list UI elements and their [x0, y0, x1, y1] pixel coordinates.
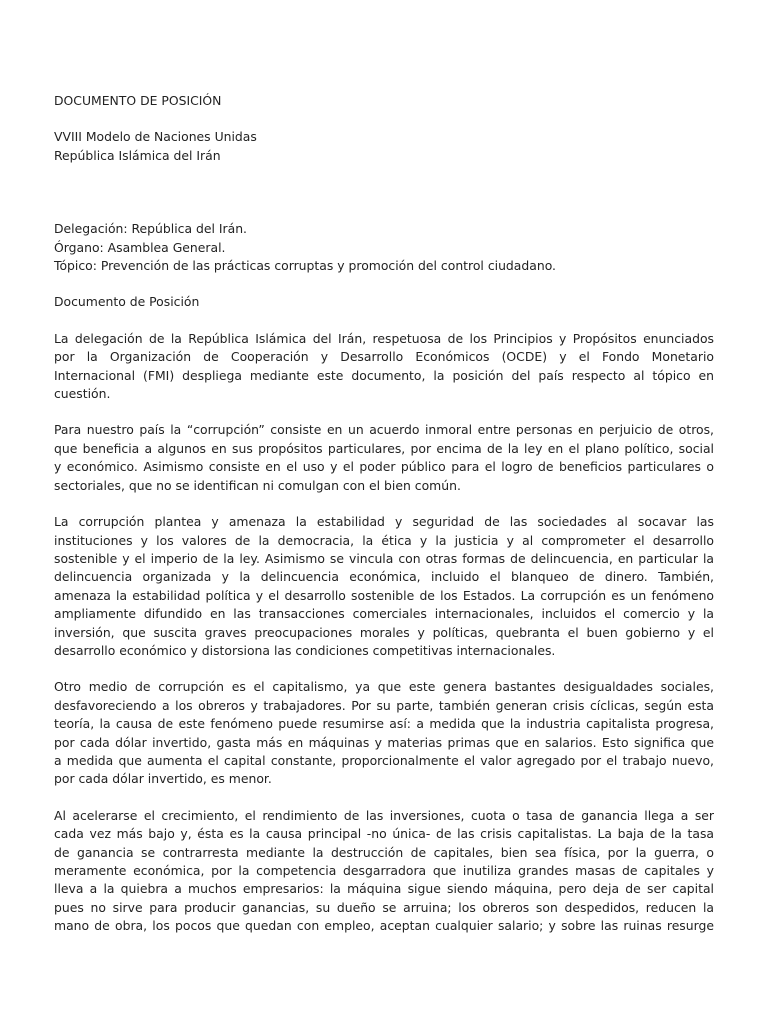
paragraph-line: sostenible y el imperio de la ley. Asimismo se vincula con otras formas de delincuencia, en particular la [54, 550, 714, 566]
paragraph-line: desarrollo económico y distorsiona las condiciones competitivas internacionales. [54, 642, 556, 658]
body-paragraph [54, 513, 714, 660]
document-subtitle [54, 128, 714, 165]
body-paragraph [54, 330, 714, 404]
subtitle-line: República Islámica del Irán [54, 147, 221, 163]
subtitle-line: VVIII Modelo de Naciones Unidas [54, 129, 257, 145]
paragraph-line: Otro medio de corrupción es el capitalismo, ya que este genera bastantes desigualdades sociales, [54, 679, 714, 695]
meta-topic: Tópico: Prevención de las prácticas corruptas y promoción del control ciudadano. [54, 258, 556, 274]
meta-delegation: Delegación: República del Irán. [54, 221, 247, 237]
paragraph-line: instituciones y los valores de la democracia, la ética y la justicia y al comprometer el desarrollo [54, 532, 714, 548]
paragraph-line: y económico. Asimismo consiste en el uso y el poder público para el logro de beneficios particulares o [54, 459, 714, 475]
paragraph-line: La delegación de la República Islámica del Irán, respetuosa de los Principios y Propósitos enunciados [54, 330, 714, 346]
paragraph-line: por la Organización de Cooperación y Desarrollo Económicos (OCDE) y el Fondo Monetario [54, 349, 714, 365]
document-page [54, 92, 714, 954]
document-meta [54, 220, 714, 275]
paragraph-line: que beneficia a algunos en sus propósitos particulares, por encima de la ley en el plano político, social [54, 440, 714, 456]
paragraph-line: Para nuestro país la “corrupción” consiste en un acuerdo inmoral entre personas en perjuicio de otros, [54, 422, 714, 438]
paragraph-line: Internacional (FMI) despliega mediante este documento, la posición del país respecto al tópico en [54, 367, 714, 383]
paragraph-line: cada vez más bajo y, ésta es la causa principal -no única- de las crisis capitalistas. La baja de la tasa [54, 826, 714, 842]
body-paragraph [54, 421, 714, 495]
body-paragraph [54, 678, 714, 788]
paragraph-line: desfavoreciendo a los obreros y trabajadores. Por su parte, también generan crisis cíclicas, según esta [54, 697, 714, 713]
body-paragraphs [54, 330, 714, 936]
body-paragraph [54, 807, 714, 936]
paragraph-line: por cada dólar invertido, es menor. [54, 771, 272, 787]
paragraph-line: mano de obra, los pocos que quedan con empleo, aceptan cualquier salario; y sobre las ruinas resurge [54, 918, 714, 934]
paragraph-line: delincuencia organizada y la delincuencia económica, incluido el blanqueo de dinero. También, [54, 569, 714, 585]
paragraph-line: de ganancia se contrarresta mediante la destrucción de capitales, bien sea física, por la guerra, o [54, 844, 714, 860]
paragraph-line: Al acelerarse el crecimiento, el rendimiento de las inversiones, cuota o tasa de ganancia llega a ser [54, 807, 714, 823]
paragraph-line: sectoriales, que no se identifican ni comulgan con el bien común. [54, 477, 461, 493]
meta-organ: Órgano: Asamblea General. [54, 239, 226, 255]
paragraph-line: ampliamente difundido en las transacciones comerciales internacionales, incluidos el comercio y la [54, 606, 714, 622]
paragraph-line: La corrupción plantea y amenaza la estabilidad y seguridad de las sociedades al socavar las [54, 514, 714, 530]
paragraph-line: amenaza la estabilidad política y el desarrollo sostenible de los Estados. La corrupción es un fenómeno [54, 587, 714, 603]
paragraph-line: a medida que aumenta el capital constante, proporcionalmente el valor agregado por el trabajo nuevo, [54, 752, 714, 768]
section-heading: Documento de Posición [54, 294, 200, 310]
document-title: DOCUMENTO DE POSICIÓN [54, 93, 222, 108]
paragraph-line: teoría, la causa de este fenómeno puede resumirse así: a medida que la industria capitalista progresa, [54, 716, 714, 732]
paragraph-line: meramente económica, por la competencia desgarradora que inutiliza grandes masas de capitales y [54, 863, 714, 878]
paragraph-line: pues no sirve para producir ganancias, su dueño se arruina; los obreros son despedidos, reducen la [54, 899, 714, 915]
paragraph-line: por cada dólar invertido, gasta más en máquinas y materias primas que en salarios. Esto significa que [54, 734, 714, 750]
paragraph-line: cuestión. [54, 386, 111, 402]
paragraph-line: inversión, que suscita graves preocupaciones morales y políticas, quebranta el buen gobierno y el [54, 624, 714, 640]
paragraph-line: lleva a la quiebra a muchos empresarios: la máquina sigue siendo máquina, pero deja de ser capital [54, 881, 714, 897]
